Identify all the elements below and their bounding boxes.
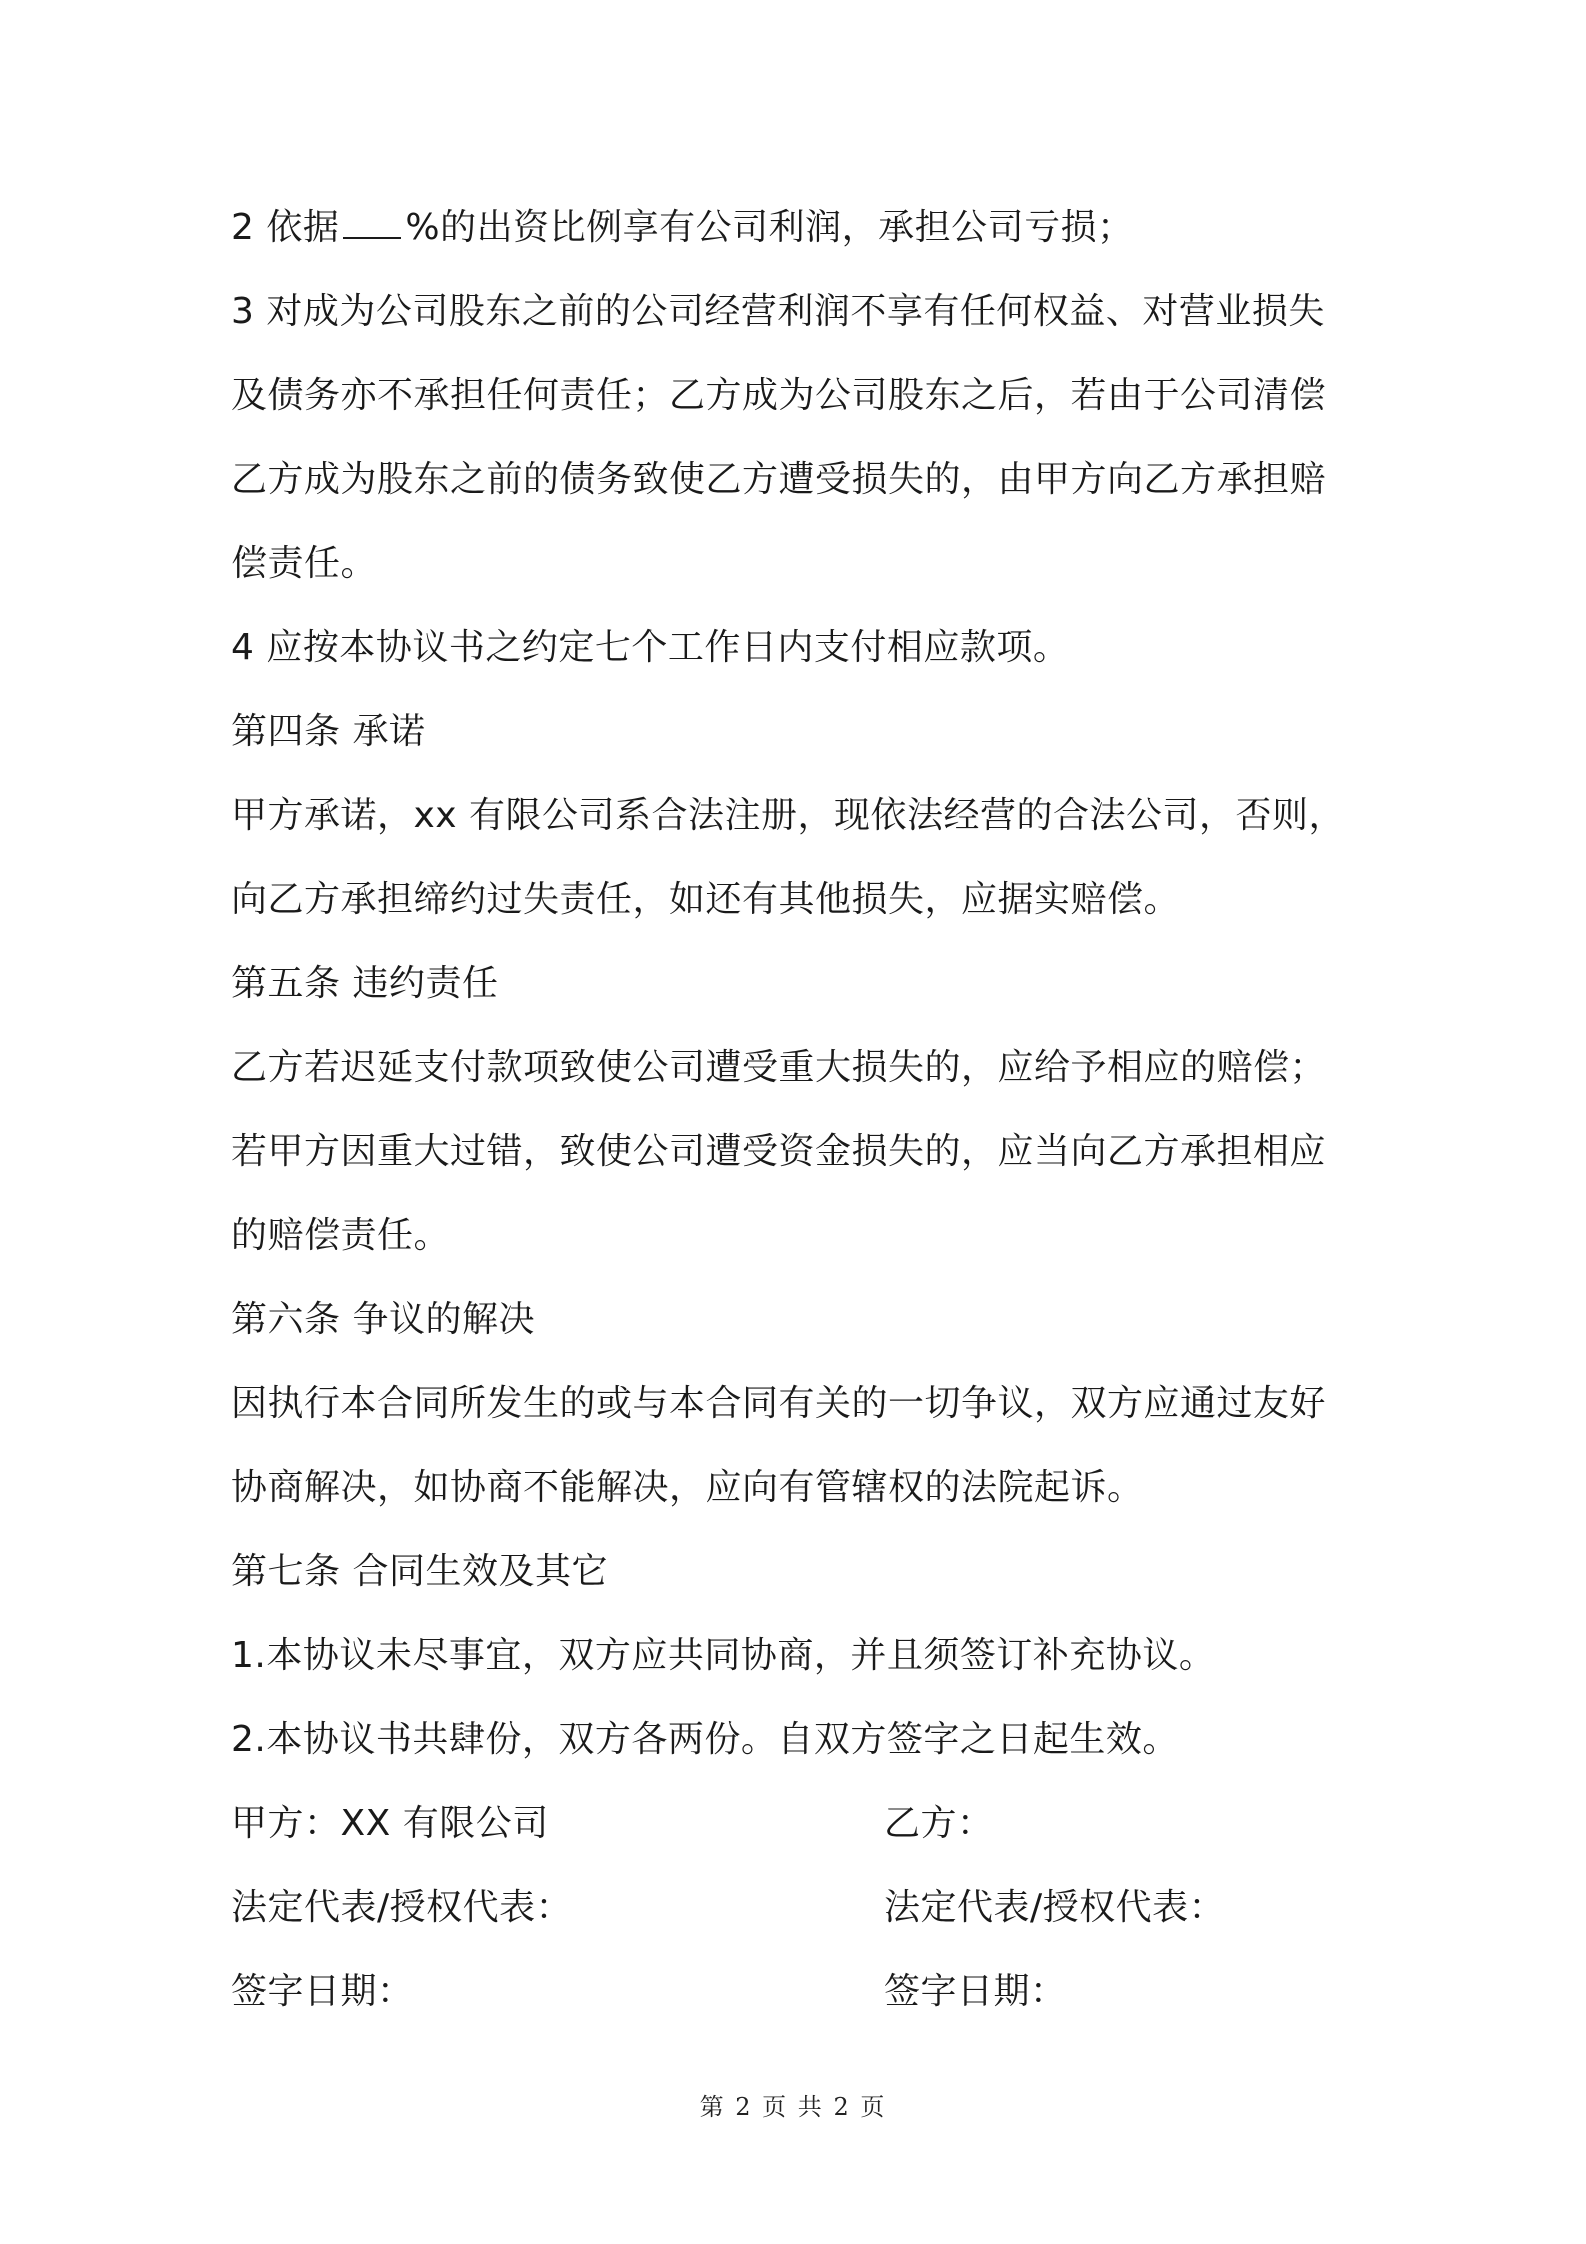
clause-item-3-line-4: 偿责任。	[231, 543, 378, 584]
clause-item-4: 4 应按本协议书之约定七个工作日内支付相应款项。	[231, 627, 1070, 668]
party-b-name: 乙方：	[884, 1803, 994, 1844]
article-7-item-1: 1.本协议未尽事宜，双方应共同协商，并且须签订补充协议。	[231, 1635, 1216, 1676]
article-5-line-3: 的赔偿责任。	[231, 1215, 451, 1256]
party-a-name: 甲方：XX 有限公司	[231, 1803, 549, 1844]
article-7-item-2: 2.本协议书共肆份，双方各两份。自双方签字之日起生效。	[231, 1719, 1179, 1760]
article-5-heading: 第五条 违约责任	[231, 963, 499, 1004]
clause-item-3-line-2: 及债务亦不承担任何责任；乙方成为公司股东之后，若由于公司清偿	[231, 375, 1327, 416]
article-7-heading: 第七条 合同生效及其它	[231, 1551, 608, 1592]
article-6-heading: 第六条 争议的解决	[231, 1299, 535, 1340]
page-footer: 第 2 页 共 2 页	[699, 2093, 887, 2121]
article-4-heading: 第四条 承诺	[231, 711, 426, 752]
party-a-sign-date: 签字日期：	[231, 1971, 414, 2012]
party-a-representative: 法定代表/授权代表：	[231, 1887, 573, 1928]
percentage-blank	[343, 207, 401, 239]
clause-item-2-suffix: %的出资比例享有公司利润，承担公司亏损；	[405, 207, 1134, 248]
clause-item-2	[231, 206, 1134, 250]
article-5-line-1: 乙方若迟延支付款项致使公司遭受重大损失的，应给予相应的赔偿；	[231, 1047, 1327, 1088]
party-b-representative: 法定代表/授权代表：	[884, 1887, 1226, 1928]
clause-item-3-line-3: 乙方成为股东之前的债务致使乙方遭受损失的，由甲方向乙方承担赔	[231, 459, 1327, 500]
article-6-line-1: 因执行本合同所发生的或与本合同有关的一切争议，双方应通过友好	[231, 1383, 1327, 1424]
article-4-line-2: 向乙方承担缔约过失责任，如还有其他损失，应据实赔偿。	[231, 879, 1181, 920]
clause-item-2-prefix: 2 依据	[231, 207, 340, 248]
article-6-line-2: 协商解决，如协商不能解决，应向有管辖权的法院起诉。	[231, 1467, 1144, 1508]
article-4-line-1: 甲方承诺，xx 有限公司系合法注册，现依法经营的合法公司，否则，	[231, 795, 1346, 836]
clause-item-3-line-1: 3 对成为公司股东之前的公司经营利润不享有任何权益、对营业损失	[231, 291, 1325, 332]
article-5-line-2: 若甲方因重大过错，致使公司遭受资金损失的，应当向乙方承担相应	[231, 1131, 1327, 1172]
party-b-sign-date: 签字日期：	[884, 1971, 1067, 2012]
